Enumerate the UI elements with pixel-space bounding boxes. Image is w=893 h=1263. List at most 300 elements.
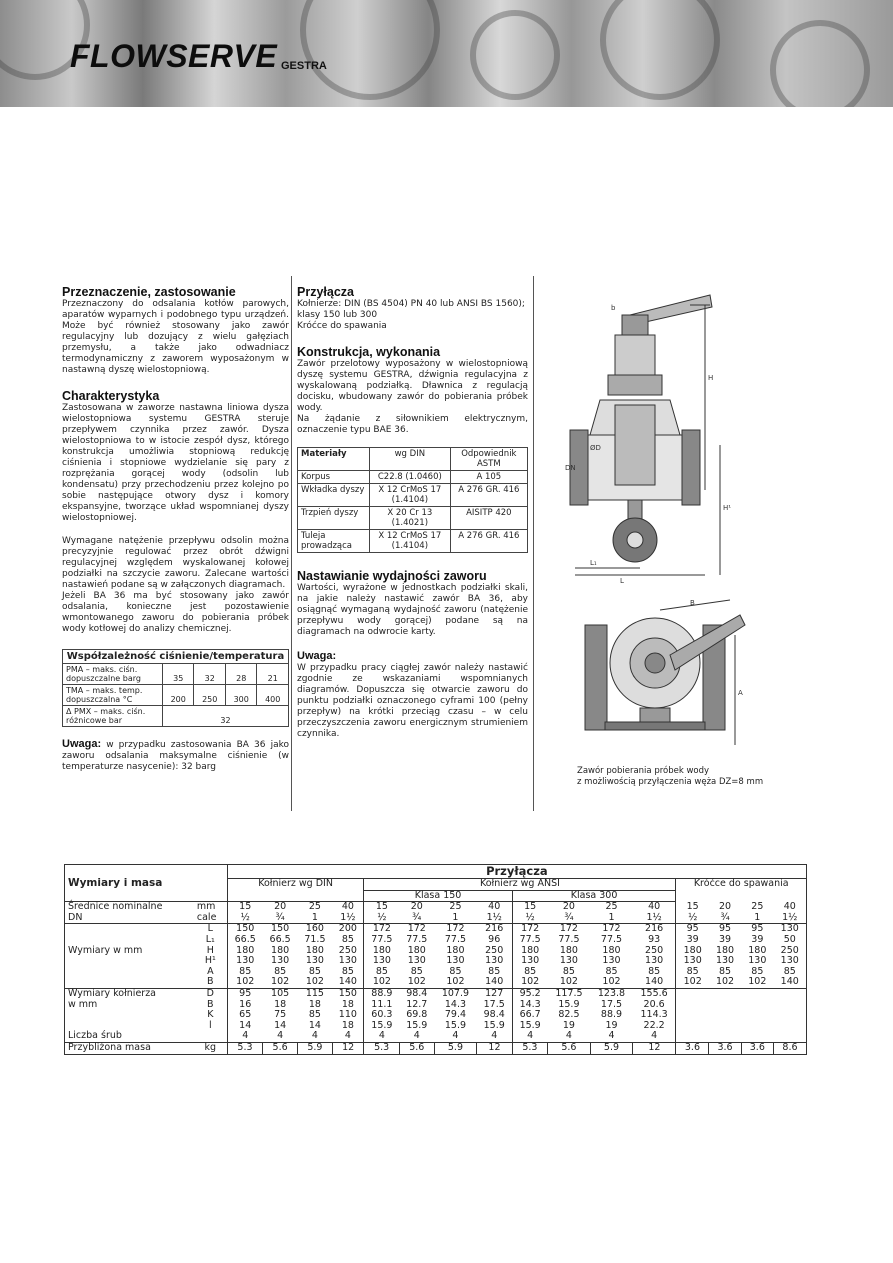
pma-value: 35 [163,664,194,685]
flange-value: 66.7 [519,1009,541,1021]
dim-value: 180 [236,944,255,956]
dim-value: 180 [715,944,735,956]
bolts-value: 4 [364,1031,399,1042]
label-b: b [611,304,616,312]
dn-mm-value: 20 [274,901,287,913]
flange-value: 14 [308,1019,321,1031]
mass-value: 3.6 [676,1042,709,1054]
actuator-text: Na żądanie z siłownikiem elektrycznym, oznaczenie typu BAE 36. [297,414,528,435]
mass-value: 5.9 [298,1042,333,1054]
dn-inch-value: 1½ [477,913,512,924]
note-pressure [62,737,289,773]
flange-value: 98.4 [477,1010,512,1021]
dn-mm-value: 25 [605,901,618,913]
label-l: L [620,577,624,585]
flange-value: 110 [332,1010,364,1021]
dim-value: 39 [686,933,699,945]
caption-line-2: z możliwością przyłączenia węża DZ=8 mm [577,777,764,787]
dim-value: 77.5 [519,933,541,945]
flange-value: 85 [308,1009,321,1021]
dn-label-2: DN [65,913,194,924]
flange-value: 14 [239,1019,252,1031]
dim-value: 102 [227,977,262,988]
flange-value: 15.9 [519,1019,541,1031]
dim-value: 85 [605,965,618,977]
dim-value: 130 [602,955,621,967]
bolts-value: 4 [512,1031,547,1042]
connections-header: Przyłącza [227,865,806,879]
dim-value: 95 [751,923,764,935]
flange-value: 117.5 [555,987,583,999]
dim-value: 172 [602,923,621,935]
dim-value: 130 [477,956,512,967]
dn-mm-value: 15 [375,901,388,913]
header-banner [0,0,893,107]
dim-value: 102 [298,977,333,988]
dim-value: 102 [434,977,477,988]
dn-mm-value: 20 [410,901,423,913]
dim-value: 130 [271,955,290,967]
dim-value: 95 [686,923,699,935]
dim-value: 180 [521,944,540,956]
dim-value: 85 [239,965,252,977]
mass-value: 3.6 [741,1042,773,1054]
flange-label: w mm [65,1000,194,1011]
connections-text: Kołnierze: DIN (BS 4504) PN 40 lub ANSI BS 1560); klasy 150 lub 300 [297,299,525,320]
dim-value: 93 [633,935,676,946]
flange-value: 15.9 [444,1019,467,1031]
dim-value: 77.5 [444,933,467,945]
flange-value: 18 [332,1021,364,1032]
dn-inch-value: ¾ [263,913,298,924]
bolts-value: 4 [590,1031,633,1042]
bolts-value: 4 [434,1031,477,1042]
tma-value: 200 [163,685,194,706]
dim-value: 50 [773,935,806,946]
dim-value: 180 [559,944,578,956]
flange-key: K [194,1010,227,1021]
bolts-value: 4 [227,1031,262,1042]
dn-inch-value: 1 [434,913,477,924]
dim-value: 180 [305,944,324,956]
flange-value: 127 [477,988,512,999]
mass-value: 3.6 [709,1042,741,1054]
dim-value: 85 [686,965,699,977]
section-title-construction: Konstrukcja, wykonania [297,345,441,359]
dn-inch-value: 1 [590,913,633,924]
flowserve-logo: FLOWSERVE [70,38,278,74]
material-astm: A 276 GR. 416 [450,530,527,553]
dn-inch-value: ½ [227,913,262,924]
flange-value: 18 [332,1000,364,1011]
dn-inch-value: 1½ [773,913,806,924]
dim-value: 102 [548,977,591,988]
dim-value: 130 [715,955,735,967]
flange-value: 17.5 [600,998,623,1010]
sampling-text: Jeżeli BA 36 ma być stosowany jako zawór odsalania, konieczne jest pozostawienie wmontowanego zaworu do pobierania próbek wody kotłowej do analizy chemicznej. [62,591,289,634]
dim-value: 130 [683,955,702,967]
section-title-characteristics: Charakterystyka [62,389,160,403]
tma-value: 250 [194,685,225,706]
dim-value: 130 [236,955,255,967]
dim-value: 85 [633,967,676,978]
purpose-text: Przeznaczony do odsalania kotłów parowych, aparatów wyparnych i podobnego typu urządzeń. Może być również stosowany jako zawór regulacyjny lub dozujący z wielu gałęziach przemysłu, a także jako odwadniacz termodynamiczny z zaworem wyposażonym w nastawną dyszę wielostopniową. [62,299,289,375]
dim-value: 180 [446,944,465,956]
dim-value: 250 [773,946,806,957]
label-h: H [708,374,714,382]
dim-value: 85 [562,965,575,977]
dn-mm-value: 20 [562,901,575,913]
mass-value: 12 [332,1042,364,1054]
unit-cale: cale [194,913,227,924]
dim-value: 180 [602,944,621,956]
dimensions-table [64,864,807,1055]
dim-value: 85 [751,965,764,977]
din-header: wg DIN [370,448,451,471]
flange-value: 19 [605,1019,618,1031]
flange-value: 105 [271,987,290,999]
column-divider [291,276,292,811]
label-a: A [738,689,743,697]
flange-value: 19 [562,1019,575,1031]
flange-value: 20.6 [633,1000,676,1011]
dn-inch-value: ¾ [548,913,591,924]
dim-key: B [194,977,227,988]
dim-value: 85 [410,965,423,977]
section-title-purpose: Przeznaczenie, zastosowanie [62,285,236,299]
dim-value: 130 [773,956,806,967]
dn-label: Średnice nominalne [65,902,194,913]
dim-value: 85 [719,965,732,977]
bolts-label: Liczba śrub [65,1031,194,1042]
dim-value: 102 [676,977,709,988]
dim-value: 180 [407,944,426,956]
flange-value: 15.9 [477,1021,512,1032]
label-l1: L₁ [590,559,597,567]
dim-key: L₁ [194,935,227,946]
dim-value: 85 [274,965,287,977]
dim-value: 71.5 [304,933,326,945]
flange-value: 123.8 [597,987,626,999]
caption-line-1: Zawór pobierania próbek wody [577,766,710,776]
note-label: Uwaga: [62,738,102,750]
section-title-settings: Nastawianie wydajności zaworu [297,569,487,583]
pma-label: PMA – maks. ciśn. dopuszczalne barg [63,664,163,685]
regulation-text: Wymagane natężenie przepływu odsolin można precyzyjnie regulować przez obrót dźwigni regulacyjnej względem wyskalowanej kołowej podziałki na szczycie zaworu. Zalecane wartości nastawień podane są w załączonych diagramach. [62,536,289,590]
dim-value: 102 [512,977,547,988]
mass-label: Przybliżona masa [65,1042,194,1054]
dim-value: 66.5 [234,933,256,945]
left-column [62,285,289,773]
flange-value: 15.9 [558,998,580,1010]
column-divider [533,276,534,811]
flange-value: 88.9 [600,1009,623,1021]
pma-value: 28 [225,664,256,685]
flange-value: 14.3 [519,998,541,1010]
middle-column [297,285,528,740]
dim-value: 172 [521,923,540,935]
ansi-flange-header: Kołnierz wg ANSI [364,879,676,891]
dims-title: Wymiary i masa [65,865,228,902]
mass-value: 12 [633,1042,676,1054]
dim-value: 150 [271,923,290,935]
bolts-value: 4 [548,1031,591,1042]
dim-key: H¹ [194,956,227,967]
dn-inch-value: ¾ [709,913,741,924]
dim-value: 39 [751,933,764,945]
dim-value: 96 [477,935,512,946]
materials-header: Materiały [298,448,370,471]
dn-mm-value: 20 [719,900,732,912]
dim-value: 150 [236,923,255,935]
dim-value: 180 [271,944,290,956]
dn-mm-value: 15 [239,901,252,913]
flange-value: 79.4 [444,1009,467,1021]
dn-mm-value: 15 [686,900,699,912]
dim-value: 102 [709,977,741,988]
pt-table-title: Współzależność ciśnienie/temperatura [63,650,289,664]
dim-value: 140 [332,977,364,988]
dim-value: 172 [372,923,391,935]
material-din: X 20 Cr 13 (1.4021) [370,507,451,530]
dim-value: 180 [372,944,391,956]
flange-value: 22.2 [633,1021,676,1032]
flange-value: 82.5 [558,1009,580,1021]
flange-value: 14.3 [444,998,467,1010]
dim-value: 130 [559,955,578,967]
class150-header: Klasa 150 [364,890,512,902]
dim-value: 85 [449,965,462,977]
material-astm: A 276 GR. 416 [450,484,527,507]
welding-header: Króćce do spawania [676,879,807,902]
mass-value: 5.6 [399,1042,434,1054]
mass-value: 5.9 [434,1042,477,1054]
tma-value: 400 [257,685,289,706]
material-astm: A 105 [450,471,527,484]
bolts-value: 4 [298,1031,333,1042]
dim-key: A [194,967,227,978]
flange-key: B [194,1000,227,1011]
mass-unit: kg [194,1042,227,1054]
din-flange-header: Kołnierz wg DIN [227,879,364,891]
material-din: X 12 CrMoS 17 (1.4104) [370,484,451,507]
flange-key: D [194,988,227,999]
dim-value: 85 [332,967,364,978]
mass-value: 5.3 [364,1042,399,1054]
dim-value: 102 [364,977,399,988]
dim-value: 250 [332,946,364,957]
section-title-connections: Przyłącza [297,285,354,299]
material-part: Korpus [298,471,370,484]
flange-key: l [194,1021,227,1032]
dim-value: 85 [375,965,388,977]
bolts-value: 4 [399,1031,434,1042]
dim-key: L [194,924,227,935]
dn-inch-value: 1½ [332,913,364,924]
characteristics-text: Zastosowana w zaworze nastawna liniowa dysza wielostopniowa systemu GESTRA steruje przepływem czynnika przez zawór. Dysza wielostopniowa to w istocie zespół dysz, którego konstrukcja umożliwia stopniową redukcję ciśnienia i stopniowe wydzielanie się pary z rozprężania gorącej wody (odsolin lub kondensatu) przy przechodzeniu przez kolejno po sobie następujące otwory dysz i komory ekspansyjne, tworzące układ wspomnianej dyszy wielostopniowej. [62,403,289,523]
flange-value: 15.9 [371,1019,393,1031]
flange-value: 65 [239,1009,252,1021]
dim-value: 140 [773,977,806,988]
material-part: Tuleja prowadząca [298,530,370,553]
flange-value: 18 [308,998,321,1010]
dim-value: 85 [332,935,364,946]
section-title-note: Uwaga: [297,650,337,662]
dn-inch-value: 1 [298,913,333,924]
flange-label: Wymiary kołnierza [65,988,194,999]
dim-key: H [194,946,227,957]
mass-value: 5.6 [263,1042,298,1054]
pressure-temperature-table [62,649,289,727]
bolts-value: 4 [633,1031,676,1042]
dn-mm-value: 25 [449,901,462,913]
bolts-value: 4 [263,1031,298,1042]
note-continuous-text: W przypadku pracy ciągłej zawór należy nastawić zgodnie ze wskazaniami wspomnianych diagramów. Dopuszcza się otwarcie zaworu do punktu podziałki oznaczonego cyframi 100 (pełny przepływ) na krótki przeciąg czasu – w celu przeczyszczenia zaworu energicznym strumieniem czynnika. [297,663,528,739]
label-bb: B [690,599,695,607]
dim-value: 130 [633,956,676,967]
class300-header: Klasa 300 [512,890,676,902]
mass-value: 5.3 [512,1042,547,1054]
settings-text: Wartości, wyrażone w jednostkach podziałki skali, na jakie należy nastawić zawór BA 36, aby osiągnąć wymaganą wydajność zaworu (natężenie przepływu wody gorącej) podane są na diagramach na odwrocie karty. [297,583,528,637]
flange-value: 16 [239,998,252,1010]
dim-value: 172 [407,923,426,935]
dim-value: 102 [741,977,773,988]
mass-value: 5.6 [548,1042,591,1054]
mass-value: 8.6 [773,1042,806,1054]
flange-value: 14 [274,1019,287,1031]
dim-value: 130 [372,955,391,967]
flange-value: 98.4 [406,987,428,999]
dim-value: 160 [305,923,324,935]
dim-value: 180 [683,944,702,956]
dim-value: 250 [477,946,512,957]
flange-value: 115 [305,987,324,999]
flange-value: 150 [332,988,364,999]
dn-mm-value: 40 [773,902,806,913]
dim-value: 130 [521,955,540,967]
dim-value: 77.5 [558,933,580,945]
flange-value: 107.9 [441,987,470,999]
dn-inch-value: 1 [741,913,773,924]
tma-value: 300 [225,685,256,706]
dim-value: 130 [773,924,806,935]
flange-value: 88.9 [371,987,393,999]
dim-value: 130 [407,955,426,967]
dn-mm-value: 15 [524,901,537,913]
unit-mm: mm [194,902,227,913]
bolts-value: 4 [332,1031,364,1042]
pmx-label: Δ PMX – maks. ciśn. różnicowe bar [63,706,163,727]
construction-text: Zawór przelotowy wyposażony w wielostopniową dyszę systemu GESTRA, dźwignia regulacyjna z wyskalowaną podziałką. Dławnica z regulacją docisku, wbudowany zawór do pobierania próbek wody. [297,359,528,413]
dim-value: 77.5 [371,933,393,945]
material-astm: AISITP 420 [450,507,527,530]
dn-inch-value: ½ [364,913,399,924]
flange-value: 12.7 [406,998,428,1010]
bolts-value: 4 [477,1031,512,1042]
dim-value: 172 [446,923,465,935]
flange-value: 95.2 [519,987,541,999]
label-h1: H¹ [723,504,732,512]
dim-value: 180 [748,944,767,956]
dim-value: 102 [399,977,434,988]
dim-value: 85 [773,967,806,978]
flange-value: 11.1 [371,998,393,1010]
flange-value: 15.9 [406,1019,428,1031]
dim-value: 39 [719,933,732,945]
dim-value: 130 [748,955,767,967]
label-od: ØD [590,444,601,452]
dim-value: 250 [633,946,676,957]
dim-value: 85 [524,965,537,977]
pma-value: 21 [257,664,289,685]
flange-value: 155.6 [633,988,676,999]
dim-value: 130 [446,955,465,967]
dn-inch-value: ½ [512,913,547,924]
dn-mm-value: 40 [332,902,364,913]
dim-value: 140 [477,977,512,988]
valve-drawing [560,285,800,760]
tma-label: TMA – maks. temp. dopuszczalna °C [63,685,163,706]
astm-header: Odpowiednik ASTM [450,448,527,471]
dim-value: 130 [332,956,364,967]
dn-mm-value: 25 [751,900,764,912]
pma-value: 32 [194,664,225,685]
material-din: X 12 CrMoS 17 (1.4104) [370,530,451,553]
dim-value: 216 [633,924,676,935]
label-dn: DN [565,464,576,472]
flange-value: 75 [274,1009,287,1021]
dim-value: 77.5 [600,933,623,945]
dim-value: 130 [305,955,324,967]
mass-value: 12 [477,1042,512,1054]
flange-value: 95 [239,987,252,999]
flange-value: 60.3 [371,1009,393,1021]
dn-inch-value: 1½ [633,913,676,924]
material-din: C22.8 (1.0460) [370,471,451,484]
dim-value: 85 [477,967,512,978]
flange-value: 18 [274,998,287,1010]
note-text: w przypadku zastosowania BA 36 jako zaworu odsalania maksymalne ciśnienie (w temperaturze nasycenie): 32 barg [62,740,289,772]
dim-value: 77.5 [406,933,428,945]
dn-mm-value: 25 [308,901,321,913]
dn-mm-value: 40 [477,902,512,913]
dim-value: 102 [263,977,298,988]
mass-value: 5.9 [590,1042,633,1054]
gestra-brand: GESTRA [281,60,327,72]
flange-value: 69.8 [406,1009,428,1021]
dim-value: 172 [559,923,578,935]
mass-value: 5.3 [227,1042,262,1054]
flange-value: 114.3 [633,1010,676,1021]
dn-inch-value: ¾ [399,913,434,924]
dim-value: 140 [633,977,676,988]
materials-table [297,447,528,553]
dim-value: 102 [590,977,633,988]
pmx-value: 32 [163,706,289,727]
dn-inch-value: ½ [676,913,709,924]
dim-value: 66.5 [269,933,291,945]
material-part: Wkładka dyszy [298,484,370,507]
dn-mm-value: 40 [633,902,676,913]
drawing-caption [577,766,763,788]
material-part: Trzpień dyszy [298,507,370,530]
dim-value: 200 [332,924,364,935]
flange-value: 17.5 [477,1000,512,1011]
welding-text: Króćce do spawania [297,321,387,331]
dim-value: 85 [308,965,321,977]
dim-value: 216 [477,924,512,935]
dim-value: 95 [719,923,732,935]
